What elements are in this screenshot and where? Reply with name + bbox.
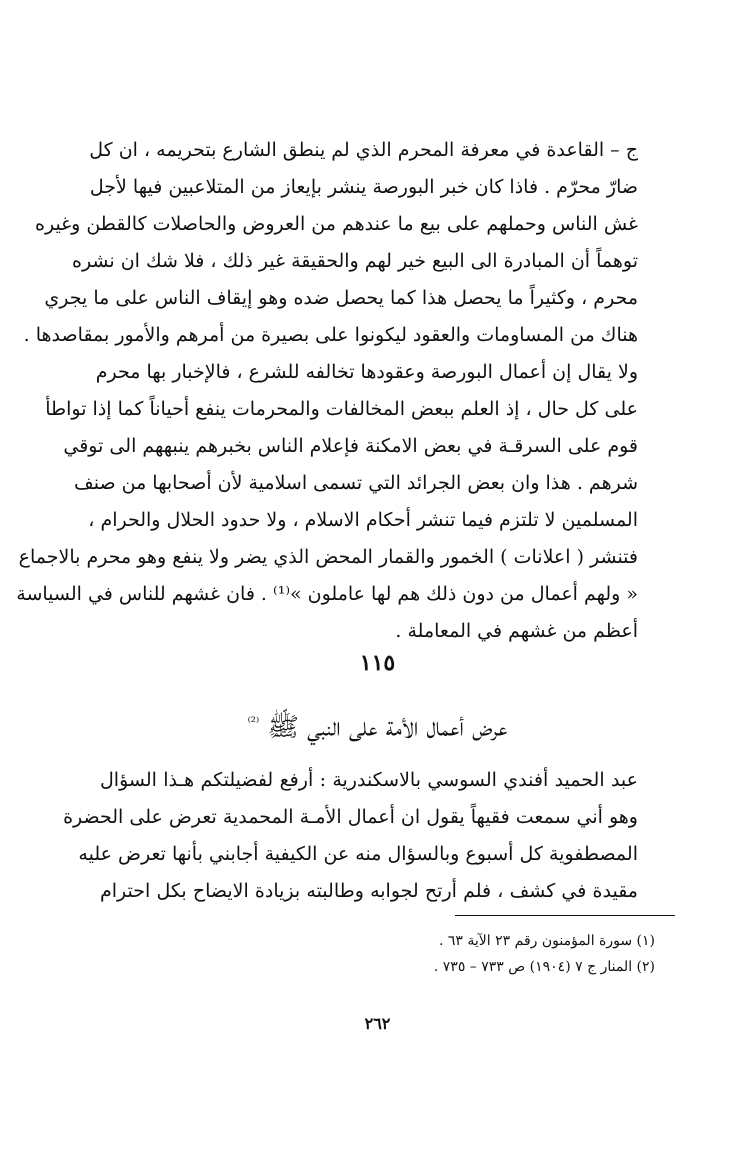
footnote-2: (٢) المنار ج ٧ (١٩٠٤) ص ٧٣٣ – ٧٣٥ . — [433, 959, 655, 975]
section-title — [0, 703, 755, 748]
text-line: عبد الحميد أفندي السوسي بالاسكندرية : أرفع لفضيلتكم هـذا السؤال — [100, 769, 638, 791]
text-line: شرهم . هذا وان بعض الجرائد التي تسمى اسلامية لأن أصحابها من صنف — [74, 472, 638, 494]
text-line: « ولهم أعمال من دون ذلك هم لها عاملون »⁽¹⁾ . فان غشهم للناس في السياسة — [16, 583, 638, 605]
text-line: هناك من المساومات والعقود ليكونوا على بصيرة من أمرهم والأمور بمقاصدها . — [23, 324, 638, 346]
page-number: ٢٦٢ — [364, 1014, 391, 1033]
fatwa-answer-paragraph — [16, 132, 638, 650]
footnotes — [300, 928, 655, 980]
text-line: ولا يقال إن أعمال البورصة وعقودها تخالفه للشرع ، فالإخبار بها محرم — [95, 361, 638, 383]
text-line: المصطفوية كل أسبوع وبالسؤال منه عن الكيفية أجابني بأنها تعرض عليه — [78, 843, 638, 865]
text-line: ضارّ محرّم . فاذا كان خبر البورصة ينشر بإيعاز من المتلاعبين فيها لأجل — [89, 176, 638, 198]
text-line: محرم ، وكثيراً ما يحصل هذا كما يحصل ضده وهو إيقاف الناس على ما يجري — [44, 287, 638, 309]
text-line: ج – القاعدة في معرفة المحرم الذي لم ينطق الشارع بتحريمه ، ان كل — [89, 139, 638, 161]
text-line: أعظم من غشهم في المعاملة . — [395, 620, 638, 642]
text-line: على كل حال ، إذ العلم ببعض المخالفات والمحرمات ينفع أحياناً كما إذا تواطأ — [45, 398, 638, 420]
footnote-reference: ⁽²⁾ — [247, 715, 260, 730]
footnote-1: (١) سورة المؤمنون رقم ٢٣ الآية ٦٣ . — [439, 933, 655, 949]
text-line: مقيدة في كشف ، فلم أرتح لجوابه وطالبته بزيادة الايضاح بكل احترام — [100, 880, 638, 902]
text-line: توهماً أن المبادرة الى البيع خير لهم والحقيقة غير ذلك ، فلا شك ان نشره — [71, 250, 638, 272]
text-line: وهو أني سمعت فقيهاً يقول ان أعمال الأمـة المحمدية تعرض على الحضرة — [63, 806, 638, 828]
section-title-text: عرض أعمال الأمة على النبي ﷺ — [267, 712, 508, 743]
text-line: المسلمين لا تلتزم فيما تنشر أحكام الاسلام ، ولا حدود الحلال والحرام ، — [88, 509, 638, 531]
text-line: فتنشر ( اعلانات ) الخمور والقمار المحض الذي يضر ولا ينفع وهو محرم بالاجماع — [18, 546, 638, 568]
footnote-divider — [455, 915, 675, 916]
text-line: قوم على السرقـة في بعض الامكنة فإعلام الناس بخبرهم ينبههم الى توقي — [63, 435, 638, 457]
question-paragraph — [63, 762, 638, 910]
text-line: غش الناس وحملهم على بيع ما عندهم من العروض والحاصلات كالقطن وغيره — [35, 213, 638, 235]
fatwa-number: ١١٥ — [359, 650, 396, 676]
